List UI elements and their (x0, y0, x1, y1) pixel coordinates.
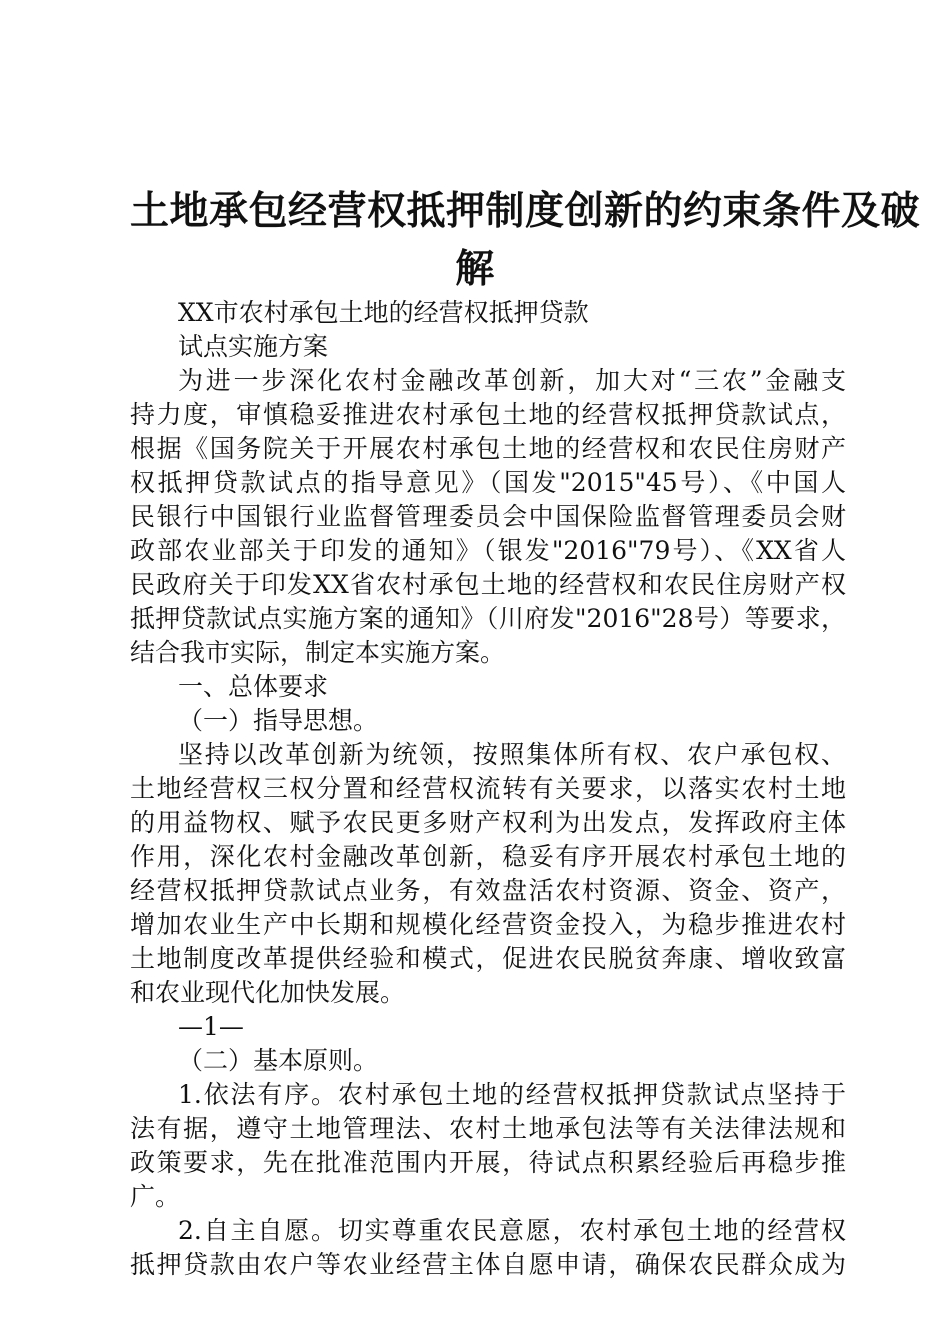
paragraph-line: 法有据，遵守土地管理法、农村土地承包法等有关法律法规和 (130, 1114, 846, 1143)
section-heading: 一、总体要求 (178, 672, 329, 701)
paragraph-line: 经营权抵押贷款试点业务，有效盘活农村资源、资金、资产， (130, 876, 846, 905)
subsection-heading: （一）指导思想。 (178, 706, 379, 735)
paragraph-line: 抵押贷款由农户等农业经营主体自愿申请，确保农民群众成为 (130, 1250, 846, 1279)
paragraph-line: 权抵押贷款试点的指导意见》（国发"2015"45号）、《中国人 (130, 468, 846, 497)
paragraph-line: 土地经营权三权分置和经营权流转有关要求，以落实农村土地 (130, 774, 846, 803)
paragraph-line: 民银行中国银行业监督管理委员会中国保险监督管理委员会财 (130, 502, 846, 531)
paragraph-line: 和农业现代化加快发展。 (130, 978, 406, 1007)
subtitle-line: XX市农村承包土地的经营权抵押贷款 (178, 298, 589, 327)
paragraph-line: 坚持以改革创新为统领，按照集体所有权、农户承包权、 (178, 740, 846, 769)
paragraph-line: 结合我市实际，制定本实施方案。 (130, 638, 506, 667)
paragraph-line: 1.依法有序。农村承包土地的经营权抵押贷款试点坚持于 (178, 1080, 846, 1109)
subsection-heading: （二）基本原则。 (178, 1046, 379, 1075)
document-title-line-2: 解 (455, 247, 495, 292)
paragraph-line: 抵押贷款试点实施方案的通知》（川府发"2016"28号）等要求， (130, 604, 846, 633)
paragraph-line: 2.自主自愿。切实尊重农民意愿，农村承包土地的经营权 (178, 1216, 846, 1245)
paragraph-line: 作用，深化农村金融改革创新，稳妥有序开展农村承包土地的 (130, 842, 846, 871)
paragraph-line: 为进一步深化农村金融改革创新，加大对“三农”金融支 (178, 366, 846, 395)
paragraph-line: 增加农业生产中长期和规模化经营资金投入，为稳步推进农村 (130, 910, 846, 939)
paragraph-line: 民政府关于印发XX省农村承包土地的经营权和农民住房财产权 (130, 570, 846, 599)
paragraph-line: 土地制度改革提供经验和模式，促进农民脱贫奔康、增收致富 (130, 944, 846, 973)
paragraph-line: 根据《国务院关于开展农村承包土地的经营权和农民住房财产 (130, 434, 846, 463)
document-body (130, 296, 846, 1282)
paragraph-line: 持力度，审慎稳妥推进农村承包土地的经营权抵押贷款试点， (130, 400, 846, 429)
paragraph-line: 的用益物权、赋予农民更多财产权利为出发点，发挥政府主体 (130, 808, 846, 837)
subtitle-line: 试点实施方案 (178, 332, 329, 361)
paragraph-line: 政策要求，先在批准范围内开展，待试点积累经验后再稳步推 (130, 1148, 846, 1177)
page-number: —1— (178, 1012, 244, 1041)
paragraph-line: 广。 (130, 1182, 181, 1211)
document-title-line-1: 土地承包经营权抵押制度创新的约束条件及破 (130, 189, 921, 234)
paragraph-line: 政部农业部关于印发的通知》（银发"2016"79号）、《XX省人 (130, 536, 846, 565)
